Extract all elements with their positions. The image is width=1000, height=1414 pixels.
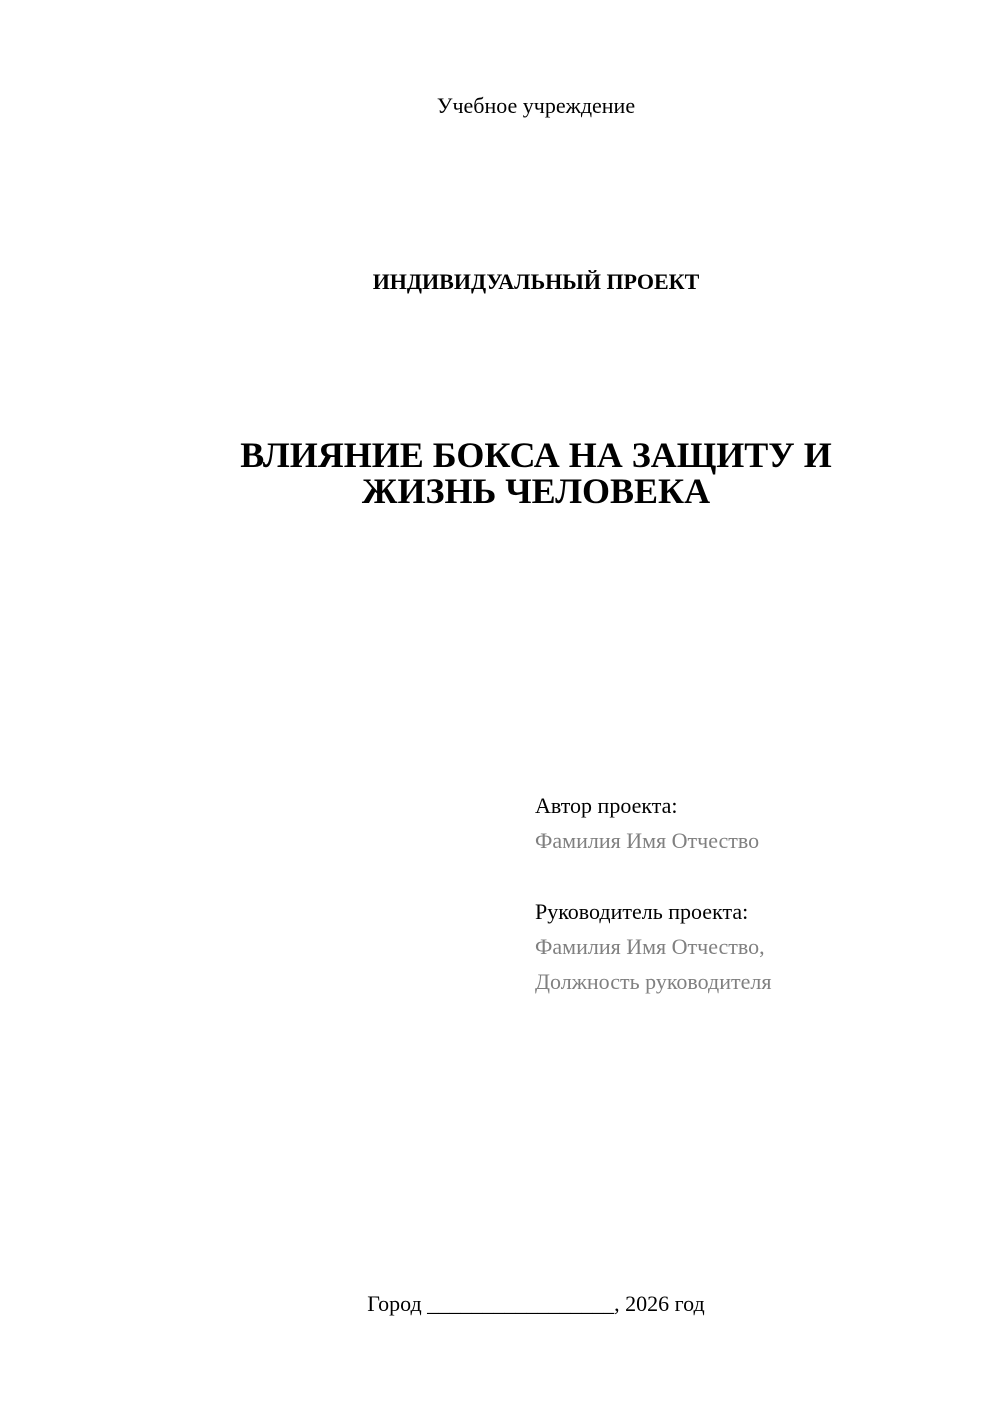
info-spacer [535,858,975,894]
city-year-line: Город _________________, 2026 год [367,1291,705,1316]
document-type-heading: ИНДИВИДУАЛЬНЫЙ ПРОЕКТ [372,269,700,294]
project-title [0,437,1000,509]
project-title-line-2: ЖИЗНЬ ЧЕЛОВЕКА [361,471,711,511]
author-label: Автор проекта: [535,793,678,818]
supervisor-position-placeholder: Должность руководителя [535,969,772,994]
author-name-placeholder: Фамилия Имя Отчество [535,828,760,853]
project-title-line-1: ВЛИЯНИЕ БОКСА НА ЗАЩИТУ И [240,435,832,475]
supervisor-name-placeholder: Фамилия Имя Отчество, [535,934,765,959]
project-info-block [535,788,975,999]
institution-name: Учебное учреждение [436,93,636,118]
supervisor-label: Руководитель проекта: [535,899,749,924]
